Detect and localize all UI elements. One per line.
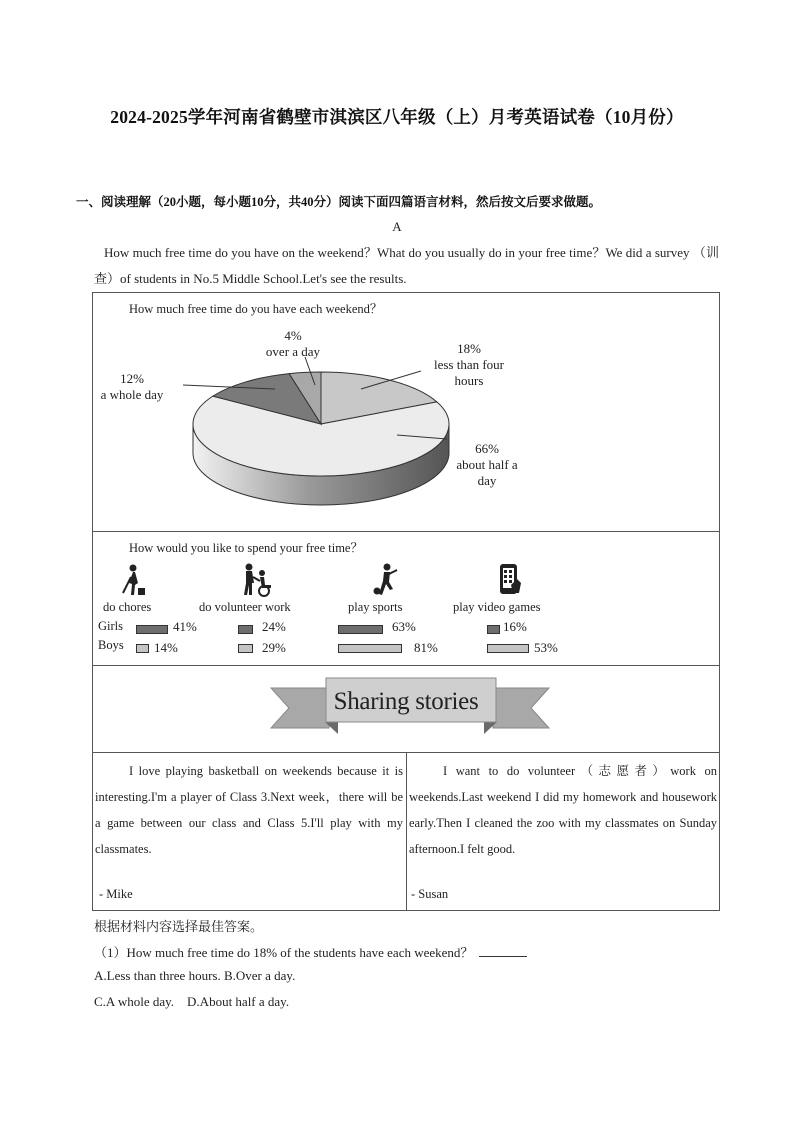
- chores-icon: [119, 563, 147, 597]
- passage-intro: How much free time do you have on the weekend？What do you usually do in your free time？We did a survey （训查）of students in No.5 Middle School.Let's see the results.: [94, 245, 719, 286]
- pie-label-four-hours: 18% less than four hours: [433, 341, 505, 388]
- boys-pct: 81%: [414, 640, 438, 655]
- divider: [406, 752, 407, 910]
- pie-chart: [93, 293, 719, 531]
- activity-label: play sports: [348, 600, 403, 614]
- story-mike: I love playing basketball on weekends because it is interesting.I'm a player of Class 3.Next week，there will be a game between our class and Class 5.I'll play with my classmates.: [95, 764, 403, 856]
- pie-question: How much free time do you have each weekend？: [129, 302, 383, 316]
- story-author: - Susan: [411, 887, 449, 901]
- bar-girls: [238, 625, 253, 634]
- survey-figure: [92, 292, 720, 911]
- question-1: [94, 942, 527, 961]
- bar-boys: [238, 644, 253, 653]
- pie-label-over-a-day: 4% over a day: [265, 328, 321, 359]
- bar-girls: [487, 625, 500, 634]
- pie-label-half-day: 66% about half a day: [456, 441, 518, 488]
- row-label-girls: Girls: [98, 619, 123, 633]
- phone-icon: [497, 563, 523, 597]
- answer-blank: [479, 944, 527, 957]
- instruction: 根据材料内容选择最佳答案。: [94, 919, 264, 934]
- girls-pct: 63%: [392, 619, 416, 634]
- page-title: 2024-2025学年河南省鹤壁市淇滨区八年级（上）月考英语试卷（10月份）: [110, 107, 684, 127]
- bar-boys: [487, 644, 529, 653]
- passage-label: A: [392, 219, 402, 234]
- pie-label-whole-day: 12% a whole day: [100, 371, 164, 402]
- girls-pct: 16%: [503, 619, 527, 634]
- girls-pct: 24%: [262, 619, 286, 634]
- activity-label: play video games: [453, 600, 541, 614]
- row-label-boys: Boys: [98, 638, 124, 652]
- question-1-text: （1）How much free time do 18% of the students have each weekend？: [94, 945, 474, 960]
- options-line: A.Less than three hours. B.Over a day.: [94, 968, 296, 983]
- activity-label: do chores: [103, 600, 152, 614]
- boys-pct: 53%: [534, 640, 558, 655]
- boys-pct: 14%: [154, 640, 178, 655]
- options-line: C.A whole day. D.About half a day.: [94, 994, 290, 1009]
- banner-title: Sharing stories: [333, 688, 479, 715]
- volunteer-icon: [240, 563, 276, 597]
- boys-pct: 29%: [262, 640, 286, 655]
- bar-boys: [136, 644, 149, 653]
- section-heading: 一、阅读理解（20小题，每小题10分，共40分）阅读下面四篇语言材料，然后按文后要求做题。: [76, 195, 602, 209]
- bar-girls: [338, 625, 383, 634]
- sports-icon: [371, 563, 401, 597]
- activity-question: How would you like to spend your free time？: [129, 541, 363, 555]
- activity-label: do volunteer work: [199, 600, 291, 614]
- bar-boys: [338, 644, 402, 653]
- girls-pct: 41%: [173, 619, 197, 634]
- bar-girls: [136, 625, 168, 634]
- story-author: - Mike: [99, 887, 133, 901]
- story-susan: I want to do volunteer（志愿者）work on weekends.Last weekend I did my homework and housework early.Then I cleaned the zoo with my classmates on Sunday afternoon.I felt good.: [409, 764, 717, 856]
- divider: [93, 531, 719, 532]
